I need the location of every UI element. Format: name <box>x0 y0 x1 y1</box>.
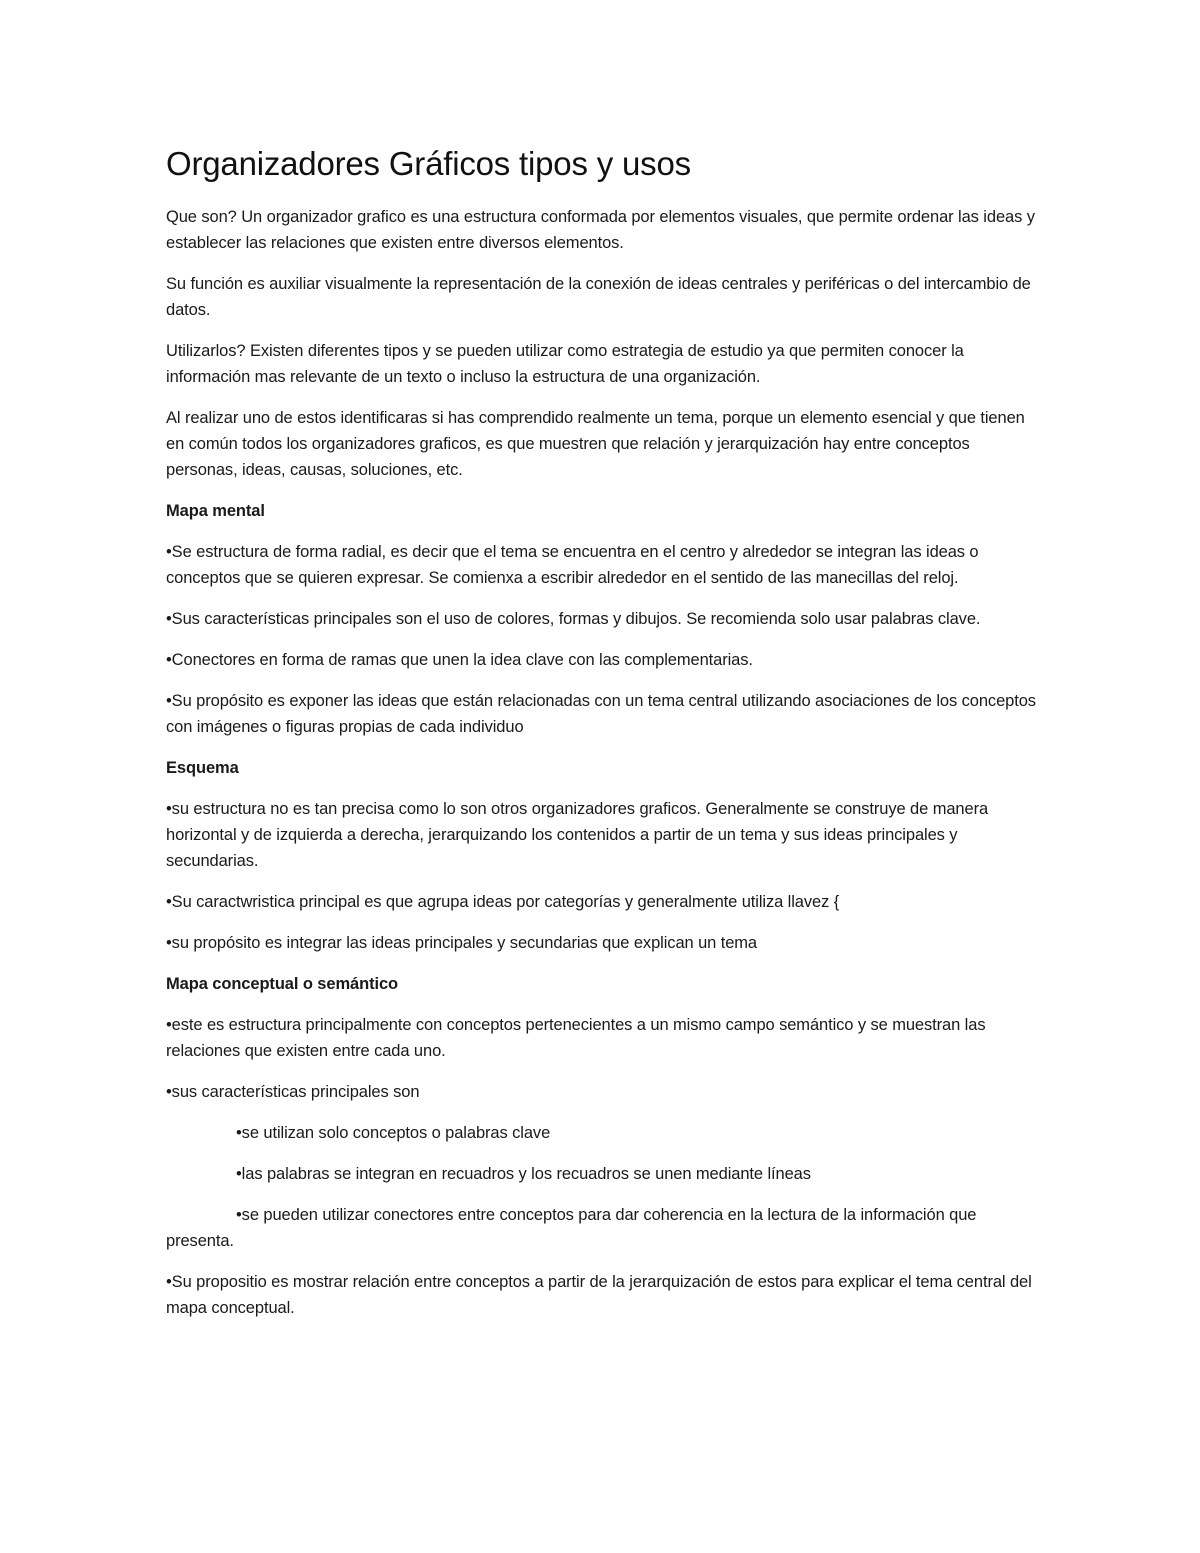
list-item: •Conectores en forma de ramas que unen la idea clave con las complementarias. <box>166 651 753 669</box>
list-item: •este es estructura principalmente con conceptos pertenecientes a un mismo campo semántico y se muestran las relaciones que existen entre cada uno. <box>166 1016 986 1060</box>
document-title: Organizadores Gráficos tipos y usos <box>166 145 691 182</box>
intro-paragraph-2: Su función es auxiliar visualmente la representación de la conexión de ideas centrales y periféricas o del intercambio de datos. <box>166 275 1031 319</box>
section-heading-mapa-conceptual: Mapa conceptual o semántico <box>166 975 399 993</box>
list-item-indented: •se pueden utilizar conectores entre conceptos para dar coherencia en la lectura de la información que presenta. <box>166 1206 977 1250</box>
list-item-indented: •se utilizan solo conceptos o palabras clave <box>236 1124 551 1142</box>
list-item: •Su propósito es exponer las ideas que están relacionadas con un tema central utilizando asociaciones de los conceptos con imágenes o figuras propias de cada individuo <box>166 692 1036 736</box>
section-heading-mapa-mental: Mapa mental <box>166 502 265 520</box>
intro-paragraph-4: Al realizar uno de estos identificaras si has comprendido realmente un tema, porque un elemento esencial y que tienen en común todos los organizadores graficos, es que muestren que relación y jerarquización hay entre conceptos personas, ideas, causas, soluciones, etc. <box>166 409 1025 479</box>
list-item: •Se estructura de forma radial, es decir que el tema se encuentra en el centro y alrededor se integran las ideas o conceptos que se quieren expresar. Se comienxa a escribir alrededor en el sentido de las manecillas del reloj. <box>166 543 979 587</box>
list-item: •Su propositio es mostrar relación entre conceptos a partir de la jerarquización de estos para explicar el tema central del mapa conceptual. <box>166 1273 1032 1317</box>
document-page <box>166 142 1038 1336</box>
list-item-indented: •las palabras se integran en recuadros y los recuadros se unen mediante líneas <box>236 1165 811 1183</box>
list-item: •Su caractwristica principal es que agrupa ideas por categorías y generalmente utiliza llavez { <box>166 893 840 911</box>
section-heading-esquema: Esquema <box>166 759 239 777</box>
list-item: •su propósito es integrar las ideas principales y secundarias que explican un tema <box>166 934 757 952</box>
list-item: •Sus características principales son el uso de colores, formas y dibujos. Se recomienda solo usar palabras clave. <box>166 610 981 628</box>
list-item: •sus características principales son <box>166 1083 420 1101</box>
intro-paragraph-1: Que son? Un organizador grafico es una estructura conformada por elementos visuales, que permite ordenar las ideas y establecer las relaciones que existen entre diversos elementos. <box>166 208 1035 252</box>
list-item: •su estructura no es tan precisa como lo son otros organizadores graficos. Generalmente se construye de manera horizontal y de izquierda a derecha, jerarquizando los contenidos a partir de un tema y sus ideas principales y secundarias. <box>166 800 989 870</box>
intro-paragraph-3: Utilizarlos? Existen diferentes tipos y se pueden utilizar como estrategia de estudio ya que permiten conocer la información mas relevante de un texto o incluso la estructura de una organización. <box>166 342 964 386</box>
